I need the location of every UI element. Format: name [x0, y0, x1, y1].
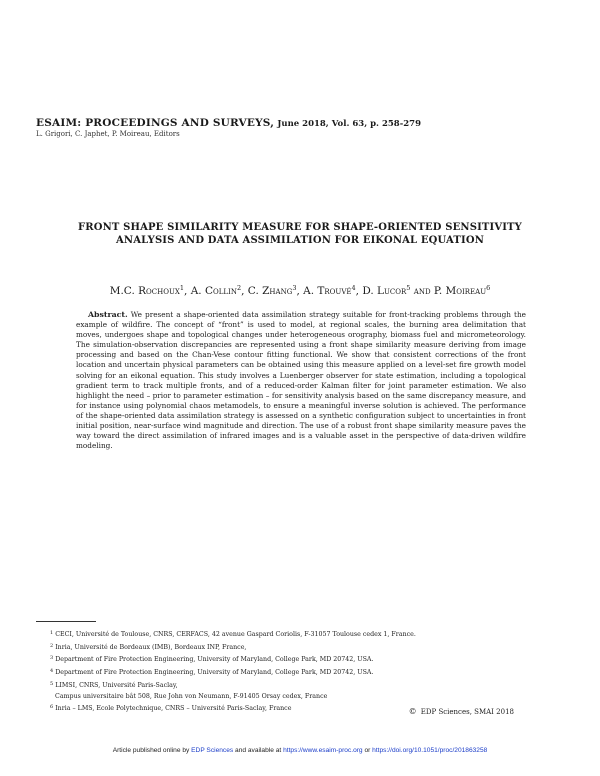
footnote-number: 3: [50, 655, 54, 662]
footnote-number: 6: [50, 704, 54, 711]
journal-issue-info: June 2018, Vol. 63, p. 258-279: [277, 119, 421, 129]
author-separator: ,: [355, 285, 363, 297]
author-affiliation-mark: 1: [179, 284, 185, 292]
abstract: [76, 310, 526, 451]
footnote-number: 4: [50, 668, 54, 675]
footnote-text: Department of Fire Protection Engineering, University of Maryland, College Park, MD 20742, USA.: [55, 669, 374, 677]
footnote: [50, 679, 550, 692]
author-separator: ,: [241, 285, 248, 297]
footnote: [50, 641, 550, 654]
copyright-text: EDP Sciences, SMAI 2018: [420, 708, 514, 716]
abstract-text: We present a shape-oriented data assimilation strategy suitable for front-tracking problems through the example of wildfire. The concept of “front” is used to model, at regional scales, the burning area delimitation that moves, undergoes shape and topological changes under heterogeneous orography, biomass fuel and micrometeorology. The simulation-observation discrepancies are represented using a front shape similarity measure deriving from image processing and based on the Chan-Vese contour fitting functional. We show that consistent corrections of the front location and uncertain physical parameters can be obtained using this measure applied on a level-set fire growth model solving for an eikonal equation. This study involves a Luenberger observer for state estimation, including a topological gradient term to track multiple fronts, and of a reduced-order Kalman filter for joint parameter estimation. We also highlight the need – prior to parameter estimation – for sensitivity analysis based on the same discrepancy measure, and for instance using polynomial chaos metamodels, to ensure a meaningful inverse solution is achieved. The performance of the shape-oriented data assimilation strategy is assessed on a synthetic configuration subject to uncertainties in front initial position, near-surface wind magnitude and direction. The use of a robust front shape similarity measure paves the way toward the direct assimilation of infrared images and is a valuable asset in the perspective of data-driven wildfire modeling.: [76, 310, 526, 451]
author-name: D. Lucor: [362, 285, 407, 297]
footer-prefix: Article published online by: [112, 747, 190, 754]
paper-title: FRONT SHAPE SIMILARITY MEASURE FOR SHAPE-ORIENTED SENSITIVITY ANALYSIS AND DATA ASSIMILATION FOR EIKONAL EQUATION: [78, 222, 522, 246]
doi-link[interactable]: https://doi.org/10.1051/proc/201863258: [372, 747, 488, 754]
journal-name: ESAIM: PROCEEDINGS AND SURVEYS,: [36, 117, 275, 129]
author-name: A. Trouvé: [303, 285, 352, 297]
author-affiliation-mark: 6: [486, 284, 491, 292]
footnote-rule: [36, 621, 96, 622]
footnote-number: 5: [50, 680, 54, 687]
author-separator: ,: [296, 285, 304, 297]
journal-header: [36, 117, 566, 131]
footnote-number: 2: [50, 642, 54, 649]
abstract-label: Abstract.: [88, 310, 128, 319]
publication-footer: [0, 747, 600, 754]
copyright-notice: [409, 707, 514, 716]
copyright-symbol: ©: [408, 707, 417, 716]
author-affiliation-mark: 3: [292, 284, 297, 292]
footer-or: or: [364, 747, 371, 754]
author-name: C. Zhang: [247, 285, 293, 297]
footnote-number: 1: [50, 630, 54, 636]
author-separator: ,: [184, 285, 191, 297]
author-affiliation-mark: 5: [406, 284, 411, 292]
author-name: A. Collin: [190, 285, 237, 297]
footnote-text: CECI, Université de Toulouse, CNRS, CERFACS, 42 avenue Gaspard Coriolis, F-31057 Toulouse cedex 1, France.: [55, 631, 416, 638]
author-affiliation-mark: 4: [351, 284, 356, 292]
footnote-text: Campus universitaire bât 508, Rue John von Neumann, F-91405 Orsay cedex, France: [55, 692, 328, 700]
editors-line: L. Grigori, C. Japhet, P. Moireau, Editors: [36, 130, 180, 138]
footnote: [50, 628, 550, 641]
footnote-text: Department of Fire Protection Engineering, University of Maryland, College Park, MD 20742, USA.: [55, 656, 374, 664]
journal-url-link[interactable]: https://www.esaim-proc.org: [283, 747, 363, 754]
author-affiliation-mark: 2: [236, 284, 242, 292]
author-separator: and: [410, 285, 434, 297]
footnote-text: Inria – LMS, Ecole Polytechnique, CNRS – Université Paris-Saclay, France: [55, 705, 292, 713]
footnotes: [50, 628, 550, 715]
publisher-link[interactable]: EDP Sciences: [191, 747, 234, 754]
footnote: [50, 653, 550, 666]
footnote-text: LIMSI, CNRS, Université Paris-Saclay,: [55, 681, 178, 689]
footnote-text: Inria, Université de Bordeaux (IMB), Bordeaux INP, France,: [55, 643, 247, 651]
footnote: [50, 666, 550, 679]
footer-middle: and available at: [235, 747, 282, 754]
author-name: P. Moireau: [433, 285, 487, 297]
author-name: M.C. Rochoux: [109, 285, 180, 297]
footnote: [55, 692, 550, 703]
author-list: [20, 281, 580, 298]
